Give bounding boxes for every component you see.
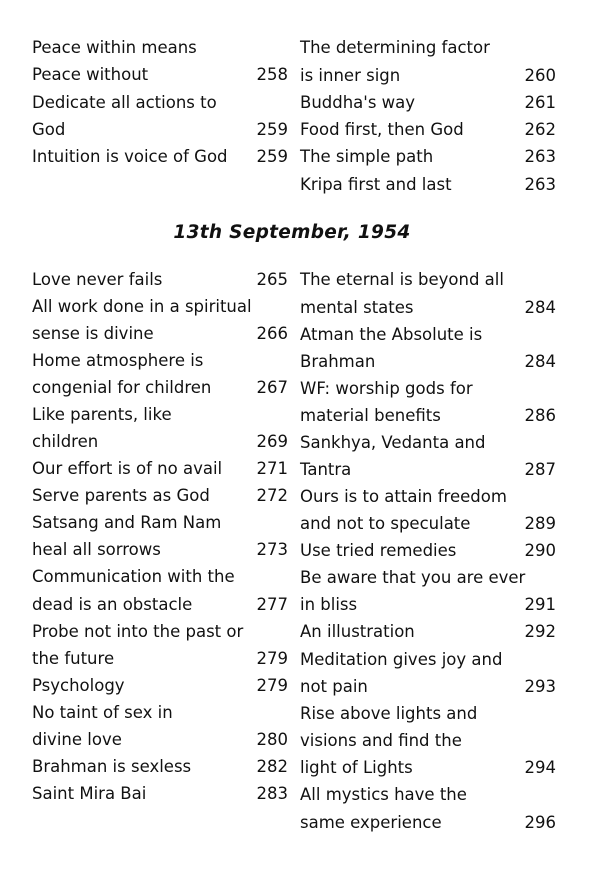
toc-entry	[32, 374, 290, 401]
toc-entry	[300, 537, 556, 564]
entry-title: All work done in a spiritual	[32, 297, 252, 316]
toc-entry	[32, 428, 290, 455]
entry-title: The simple path	[300, 147, 434, 166]
entry-title: light of Lights	[300, 758, 413, 777]
entry-page: 273	[256, 540, 288, 559]
entry-title: Satsang and Ram Nam	[32, 513, 222, 532]
entry-title: not pain	[300, 677, 368, 696]
entry-title: is inner sign	[300, 66, 401, 85]
toc-entry	[300, 673, 556, 700]
entry-title: visions and find the	[300, 731, 462, 750]
toc-entry	[32, 34, 290, 61]
entry-page: 263	[524, 175, 556, 194]
entry-page: 265	[256, 270, 288, 289]
toc-entry	[300, 116, 556, 143]
toc-entry	[32, 645, 290, 672]
toc-entry	[32, 482, 290, 509]
entry-page: 282	[256, 757, 288, 776]
toc-entry	[300, 727, 556, 754]
entry-page: 263	[524, 147, 556, 166]
entry-page: 279	[256, 676, 288, 695]
entry-page: 258	[256, 65, 288, 84]
entry-title: An illustration	[300, 622, 415, 641]
toc-entry	[300, 34, 556, 61]
toc-entry	[300, 143, 556, 170]
toc-entry	[300, 375, 556, 402]
entry-title: Love never fails	[32, 270, 163, 289]
entry-title: Brahman	[300, 352, 376, 371]
toc-entry	[32, 699, 290, 726]
toc-entry	[32, 591, 290, 618]
entry-page: 292	[524, 622, 556, 641]
entry-page: 259	[256, 147, 288, 166]
toc-entry	[32, 61, 290, 88]
entry-title: Food first, then God	[300, 120, 464, 139]
entry-title: Peace within means	[32, 38, 197, 57]
entry-page: 283	[256, 784, 288, 803]
toc-entry	[32, 536, 290, 563]
entry-page: 287	[524, 460, 556, 479]
toc-entry	[32, 726, 290, 753]
entry-page: 291	[524, 595, 556, 614]
entry-title: Ours is to attain freedom	[300, 487, 507, 506]
entry-page: 286	[524, 406, 556, 425]
entry-title: congenial for children	[32, 378, 212, 397]
toc-entry	[32, 672, 290, 699]
entry-page: 284	[524, 298, 556, 317]
entry-title: sense is divine	[32, 324, 154, 343]
toc-entry	[32, 116, 290, 143]
entry-title: Meditation gives joy and	[300, 650, 503, 669]
toc-entry	[300, 294, 556, 321]
entry-page: 260	[524, 66, 556, 85]
entry-page: 277	[256, 595, 288, 614]
toc-entry	[32, 509, 290, 536]
toc-entry	[300, 62, 556, 89]
toc-entry	[32, 143, 290, 170]
toc-entry	[32, 89, 290, 116]
entry-title: All mystics have the	[300, 785, 467, 804]
entry-page: 296	[524, 813, 556, 832]
toc-entry	[32, 753, 290, 780]
toc-entry	[300, 646, 556, 673]
toc-entry	[32, 618, 290, 645]
toc-entry	[32, 563, 290, 590]
toc-entry	[300, 781, 556, 808]
toc-entry	[300, 591, 556, 618]
entry-page: 272	[256, 486, 288, 505]
toc-entry	[300, 510, 556, 537]
entry-title: Probe not into the past or	[32, 622, 244, 641]
entry-title: the future	[32, 649, 115, 668]
toc-entry	[300, 754, 556, 781]
entry-title: Intuition is voice of God	[32, 147, 228, 166]
entry-title: God	[32, 120, 66, 139]
toc-entry	[32, 293, 290, 320]
entry-title: Atman the Absolute is	[300, 325, 483, 344]
entry-page: 289	[524, 514, 556, 533]
toc-entry	[32, 347, 290, 374]
entry-title: Saint Mira Bai	[32, 784, 147, 803]
entry-page: 294	[524, 758, 556, 777]
entry-title: Dedicate all actions to	[32, 93, 217, 112]
entry-title: material benefits	[300, 406, 441, 425]
entry-title: Like parents, like	[32, 405, 172, 424]
entry-title: Rise above lights and	[300, 704, 478, 723]
toc-entry	[300, 266, 556, 293]
entry-title: Communication with the	[32, 567, 235, 586]
toc-entry	[300, 429, 556, 456]
toc-entry	[300, 618, 556, 645]
entry-title: Psychology	[32, 676, 125, 695]
entry-title: Use tried remedies	[300, 541, 457, 560]
entry-title: Home atmosphere is	[32, 351, 204, 370]
toc-entry	[32, 780, 290, 807]
entry-title: The eternal is beyond all	[300, 270, 504, 289]
entry-page: 267	[256, 378, 288, 397]
entry-title: Brahman is sexless	[32, 757, 192, 776]
toc-entry	[300, 171, 556, 198]
entry-title: Our effort is of no avail	[32, 459, 223, 478]
section-heading: 13th September, 1954	[173, 222, 411, 243]
entry-title: No taint of sex in	[32, 703, 173, 722]
entry-title: Buddha's way	[300, 93, 416, 112]
entry-page: 262	[524, 120, 556, 139]
toc-entry	[32, 455, 290, 482]
toc-entry	[300, 321, 556, 348]
entry-title: Be aware that you are ever	[300, 568, 526, 587]
entry-title: Serve parents as God	[32, 486, 210, 505]
entry-page: 261	[524, 93, 556, 112]
entry-title: Tantra	[300, 460, 352, 479]
entry-title: WF: worship gods for	[300, 379, 473, 398]
entry-title: The determining factor	[300, 38, 490, 57]
toc-entry	[300, 564, 556, 591]
entry-title: Sankhya, Vedanta and	[300, 433, 486, 452]
toc-entry	[32, 320, 290, 347]
toc-entry	[300, 700, 556, 727]
entry-title: divine love	[32, 730, 122, 749]
entry-page: 266	[256, 324, 288, 343]
entry-title: same experience	[300, 813, 442, 832]
entry-title: dead is an obstacle	[32, 595, 193, 614]
toc-entry	[32, 266, 290, 293]
entry-page: 280	[256, 730, 288, 749]
entry-title: children	[32, 432, 99, 451]
entry-page: 259	[256, 120, 288, 139]
entry-title: in bliss	[300, 595, 358, 614]
entry-page: 290	[524, 541, 556, 560]
entry-title: Peace without	[32, 65, 149, 84]
entry-title: heal all sorrows	[32, 540, 161, 559]
entry-page: 271	[256, 459, 288, 478]
entry-title: Kripa first and last	[300, 175, 452, 194]
toc-entry	[300, 809, 556, 836]
toc-entry	[300, 89, 556, 116]
toc-entry	[300, 483, 556, 510]
toc-entry	[32, 401, 290, 428]
toc-entry	[300, 456, 556, 483]
entry-page: 279	[256, 649, 288, 668]
toc-entry	[300, 402, 556, 429]
toc-entry	[300, 348, 556, 375]
entry-page: 293	[524, 677, 556, 696]
entry-page: 269	[256, 432, 288, 451]
entry-title: and not to speculate	[300, 514, 471, 533]
entry-title: mental states	[300, 298, 414, 317]
entry-page: 284	[524, 352, 556, 371]
